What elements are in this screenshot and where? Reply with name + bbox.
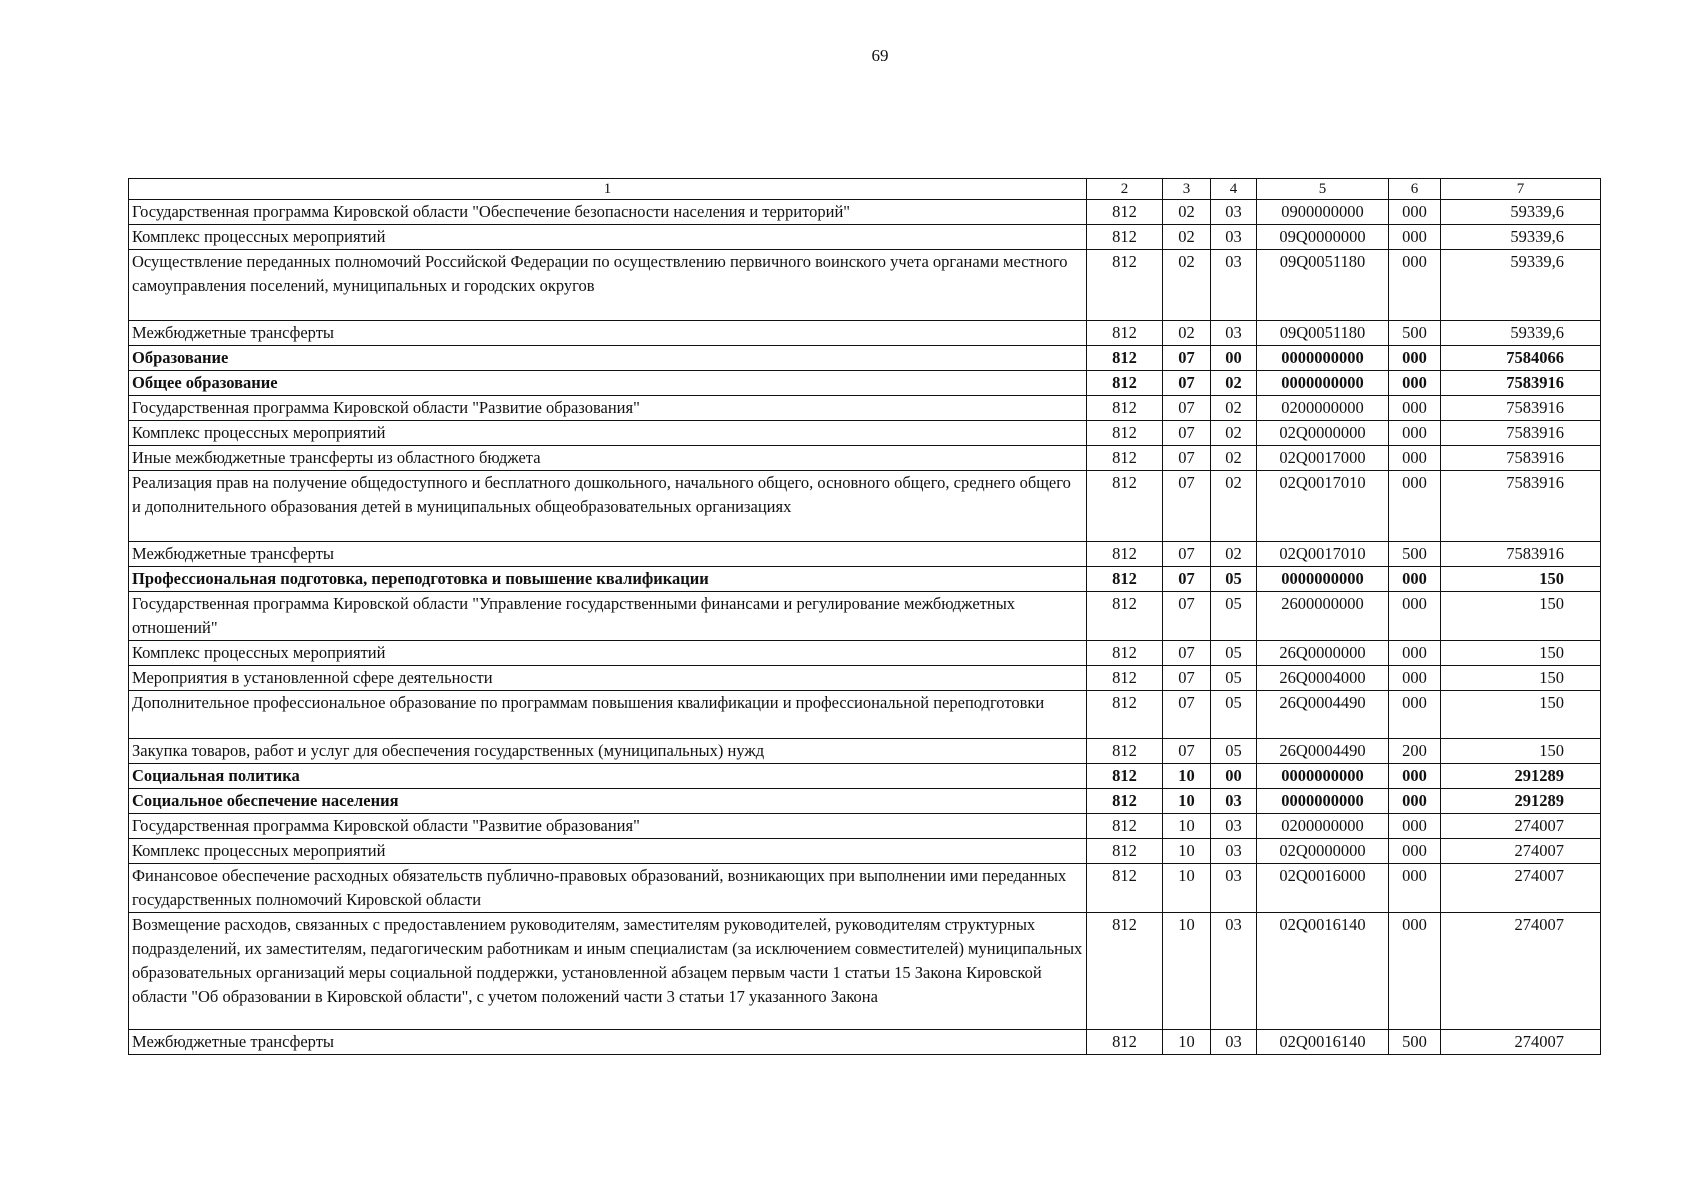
cell-subsection: 05 [1211,592,1257,641]
cell-expense-type: 000 [1389,346,1441,371]
cell-name: Иные межбюджетные трансферты из областного бюджета [129,446,1087,471]
cell-expense-type: 000 [1389,421,1441,446]
cell-target-article: 02Q0000000 [1257,839,1389,864]
cell-subsection: 02 [1211,421,1257,446]
cell-target-article: 0200000000 [1257,396,1389,421]
table-row [129,567,1601,592]
cell-subsection: 03 [1211,200,1257,225]
cell-target-article: 02Q0016140 [1257,913,1389,1030]
cell-subsection: 03 [1211,913,1257,1030]
table-row [129,471,1601,542]
cell-target-article: 09Q0051180 [1257,321,1389,346]
table-row [129,739,1601,764]
cell-ministry-code: 812 [1087,225,1163,250]
table-row [129,839,1601,864]
cell-expense-type: 000 [1389,814,1441,839]
cell-name: Межбюджетные трансферты [129,542,1087,567]
cell-section: 07 [1163,567,1211,592]
cell-expense-type: 000 [1389,200,1441,225]
header-cell-4: 4 [1211,179,1257,200]
cell-amount: 59339,6 [1441,225,1601,250]
page-number: 69 [871,46,889,65]
cell-section: 07 [1163,471,1211,542]
cell-target-article: 02Q0000000 [1257,421,1389,446]
cell-expense-type: 000 [1389,839,1441,864]
table-row [129,446,1601,471]
cell-section: 10 [1163,764,1211,789]
cell-expense-type: 000 [1389,666,1441,691]
cell-target-article: 0200000000 [1257,814,1389,839]
cell-name: Комплекс процессных мероприятий [129,421,1087,446]
cell-name: Государственная программа Кировской области "Обеспечение безопасности населения и территорий" [129,200,1087,225]
cell-subsection: 03 [1211,789,1257,814]
cell-target-article: 0000000000 [1257,371,1389,396]
cell-ministry-code: 812 [1087,567,1163,592]
cell-target-article: 0000000000 [1257,346,1389,371]
cell-expense-type: 000 [1389,371,1441,396]
header-cell-1: 1 [129,179,1087,200]
cell-amount: 291289 [1441,764,1601,789]
cell-name: Комплекс процессных мероприятий [129,225,1087,250]
cell-subsection: 02 [1211,396,1257,421]
cell-expense-type: 000 [1389,764,1441,789]
cell-ministry-code: 812 [1087,346,1163,371]
table-row [129,592,1601,641]
cell-amount: 150 [1441,592,1601,641]
cell-subsection: 05 [1211,666,1257,691]
cell-amount: 7583916 [1441,371,1601,396]
cell-subsection: 03 [1211,814,1257,839]
table-row [129,691,1601,739]
cell-name: Профессиональная подготовка, переподготовка и повышение квалификации [129,567,1087,592]
cell-name: Мероприятия в установленной сфере деятельности [129,666,1087,691]
cell-section: 10 [1163,839,1211,864]
header-cell-5: 5 [1257,179,1389,200]
cell-target-article: 0900000000 [1257,200,1389,225]
cell-target-article: 26Q0004000 [1257,666,1389,691]
cell-subsection: 02 [1211,542,1257,567]
header-row [129,179,1601,200]
cell-name: Дополнительное профессиональное образование по программам повышения квалификации и профессиональной переподготовки [129,691,1087,739]
cell-expense-type: 000 [1389,691,1441,739]
cell-expense-type: 500 [1389,542,1441,567]
table-row [129,814,1601,839]
cell-expense-type: 000 [1389,471,1441,542]
cell-amount: 150 [1441,691,1601,739]
table-row [129,641,1601,666]
cell-name: Социальная политика [129,764,1087,789]
cell-target-article: 26Q0004490 [1257,739,1389,764]
cell-ministry-code: 812 [1087,446,1163,471]
header-cell-7: 7 [1441,179,1601,200]
cell-subsection: 00 [1211,764,1257,789]
cell-amount: 274007 [1441,814,1601,839]
cell-ministry-code: 812 [1087,471,1163,542]
cell-name: Образование [129,346,1087,371]
cell-subsection: 03 [1211,250,1257,321]
cell-name: Социальное обеспечение населения [129,789,1087,814]
table-row [129,764,1601,789]
cell-target-article: 2600000000 [1257,592,1389,641]
cell-section: 02 [1163,225,1211,250]
cell-amount: 274007 [1441,864,1601,913]
table-row [129,421,1601,446]
cell-subsection: 05 [1211,739,1257,764]
cell-expense-type: 000 [1389,641,1441,666]
cell-amount: 274007 [1441,1030,1601,1055]
cell-expense-type: 000 [1389,567,1441,592]
cell-subsection: 03 [1211,864,1257,913]
cell-expense-type: 000 [1389,789,1441,814]
cell-ministry-code: 812 [1087,396,1163,421]
cell-expense-type: 000 [1389,864,1441,913]
cell-ministry-code: 812 [1087,250,1163,321]
cell-target-article: 09Q0000000 [1257,225,1389,250]
cell-target-article: 26Q0000000 [1257,641,1389,666]
cell-ministry-code: 812 [1087,764,1163,789]
table-row [129,913,1601,1030]
cell-amount: 150 [1441,666,1601,691]
cell-ministry-code: 812 [1087,542,1163,567]
cell-amount: 291289 [1441,789,1601,814]
cell-amount: 150 [1441,641,1601,666]
table-row [129,1030,1601,1055]
cell-name: Государственная программа Кировской области "Развитие образования" [129,396,1087,421]
cell-ministry-code: 812 [1087,321,1163,346]
cell-subsection: 05 [1211,691,1257,739]
table-row [129,371,1601,396]
cell-section: 02 [1163,321,1211,346]
cell-expense-type: 000 [1389,396,1441,421]
header-cell-6: 6 [1389,179,1441,200]
cell-amount: 59339,6 [1441,200,1601,225]
cell-name: Общее образование [129,371,1087,396]
cell-ministry-code: 812 [1087,814,1163,839]
cell-name: Закупка товаров, работ и услуг для обеспечения государственных (муниципальных) нужд [129,739,1087,764]
table-row [129,321,1601,346]
cell-name: Финансовое обеспечение расходных обязательств публично-правовых образований, возникающих при выполнении ими переданных государственных полномочий Кировской области [129,864,1087,913]
cell-target-article: 0000000000 [1257,789,1389,814]
cell-subsection: 03 [1211,321,1257,346]
cell-subsection: 05 [1211,567,1257,592]
cell-section: 07 [1163,542,1211,567]
cell-section: 02 [1163,250,1211,321]
cell-subsection: 00 [1211,346,1257,371]
table-row [129,396,1601,421]
cell-target-article: 02Q0016000 [1257,864,1389,913]
table-body [129,179,1601,1055]
cell-expense-type: 500 [1389,321,1441,346]
cell-section: 10 [1163,1030,1211,1055]
cell-section: 07 [1163,641,1211,666]
cell-subsection: 03 [1211,1030,1257,1055]
cell-ministry-code: 812 [1087,592,1163,641]
cell-subsection: 02 [1211,446,1257,471]
cell-section: 07 [1163,396,1211,421]
cell-section: 10 [1163,789,1211,814]
cell-expense-type: 000 [1389,446,1441,471]
cell-target-article: 02Q0017010 [1257,542,1389,567]
cell-target-article: 0000000000 [1257,764,1389,789]
cell-amount: 150 [1441,739,1601,764]
cell-section: 07 [1163,346,1211,371]
cell-name: Межбюджетные трансферты [129,321,1087,346]
cell-section: 07 [1163,666,1211,691]
cell-name: Межбюджетные трансферты [129,1030,1087,1055]
cell-name: Государственная программа Кировской области "Управление государственными финансами и регулирование межбюджетных отношений" [129,592,1087,641]
cell-amount: 59339,6 [1441,250,1601,321]
table-row [129,225,1601,250]
cell-expense-type: 000 [1389,913,1441,1030]
cell-ministry-code: 812 [1087,839,1163,864]
cell-target-article: 02Q0016140 [1257,1030,1389,1055]
cell-ministry-code: 812 [1087,200,1163,225]
cell-ministry-code: 812 [1087,421,1163,446]
table-row [129,346,1601,371]
cell-expense-type: 000 [1389,250,1441,321]
cell-amount: 7583916 [1441,421,1601,446]
cell-amount: 7584066 [1441,346,1601,371]
table-row [129,789,1601,814]
cell-section: 07 [1163,691,1211,739]
table-row [129,666,1601,691]
cell-subsection: 02 [1211,471,1257,542]
cell-expense-type: 000 [1389,592,1441,641]
cell-amount: 7583916 [1441,396,1601,421]
cell-name: Возмещение расходов, связанных с предоставлением руководителям, заместителям руководителей, руководителям структурных подразделений, их заместителям, педагогическим работникам и иным специалистам (за исключением совместителей) муниципальных образовательных организаций меры социальной поддержки, установленной абзацем первым части 1 статьи 15 Закона Кировской области "Об образовании в Кировской области", с учетом положений части 3 статьи 17 указанного Закона [129,913,1087,1030]
cell-ministry-code: 812 [1087,1030,1163,1055]
cell-subsection: 03 [1211,225,1257,250]
table-row [129,200,1601,225]
cell-section: 10 [1163,814,1211,839]
cell-amount: 7583916 [1441,471,1601,542]
cell-name: Реализация прав на получение общедоступного и бесплатного дошкольного, начального общего, основного общего, среднего общего и дополнительного образования детей в муниципальных общеобразовательных организациях [129,471,1087,542]
table-row [129,250,1601,321]
cell-section: 07 [1163,421,1211,446]
cell-expense-type: 500 [1389,1030,1441,1055]
cell-amount: 274007 [1441,913,1601,1030]
cell-name: Комплекс процессных мероприятий [129,839,1087,864]
cell-section: 07 [1163,739,1211,764]
cell-subsection: 02 [1211,371,1257,396]
cell-ministry-code: 812 [1087,864,1163,913]
cell-section: 10 [1163,864,1211,913]
cell-name: Государственная программа Кировской области "Развитие образования" [129,814,1087,839]
cell-amount: 7583916 [1441,542,1601,567]
cell-amount: 274007 [1441,839,1601,864]
cell-expense-type: 200 [1389,739,1441,764]
header-cell-3: 3 [1163,179,1211,200]
cell-amount: 150 [1441,567,1601,592]
header-cell-2: 2 [1087,179,1163,200]
cell-target-article: 26Q0004490 [1257,691,1389,739]
cell-subsection: 03 [1211,839,1257,864]
budget-table [128,178,1601,1055]
cell-target-article: 02Q0017010 [1257,471,1389,542]
cell-name: Осуществление переданных полномочий Российской Федерации по осуществлению первичного воинского учета органами местного самоуправления поселений, муниципальных и городских округов [129,250,1087,321]
table-row [129,864,1601,913]
cell-ministry-code: 812 [1087,789,1163,814]
cell-ministry-code: 812 [1087,913,1163,1030]
cell-expense-type: 000 [1389,225,1441,250]
cell-target-article: 0000000000 [1257,567,1389,592]
cell-section: 02 [1163,200,1211,225]
cell-amount: 7583916 [1441,446,1601,471]
cell-target-article: 02Q0017000 [1257,446,1389,471]
table-row [129,542,1601,567]
cell-section: 07 [1163,592,1211,641]
cell-target-article: 09Q0051180 [1257,250,1389,321]
cell-ministry-code: 812 [1087,666,1163,691]
cell-section: 07 [1163,446,1211,471]
cell-ministry-code: 812 [1087,641,1163,666]
cell-section: 07 [1163,371,1211,396]
cell-name: Комплекс процессных мероприятий [129,641,1087,666]
cell-ministry-code: 812 [1087,739,1163,764]
cell-subsection: 05 [1211,641,1257,666]
cell-amount: 59339,6 [1441,321,1601,346]
cell-section: 10 [1163,913,1211,1030]
cell-ministry-code: 812 [1087,371,1163,396]
cell-ministry-code: 812 [1087,691,1163,739]
